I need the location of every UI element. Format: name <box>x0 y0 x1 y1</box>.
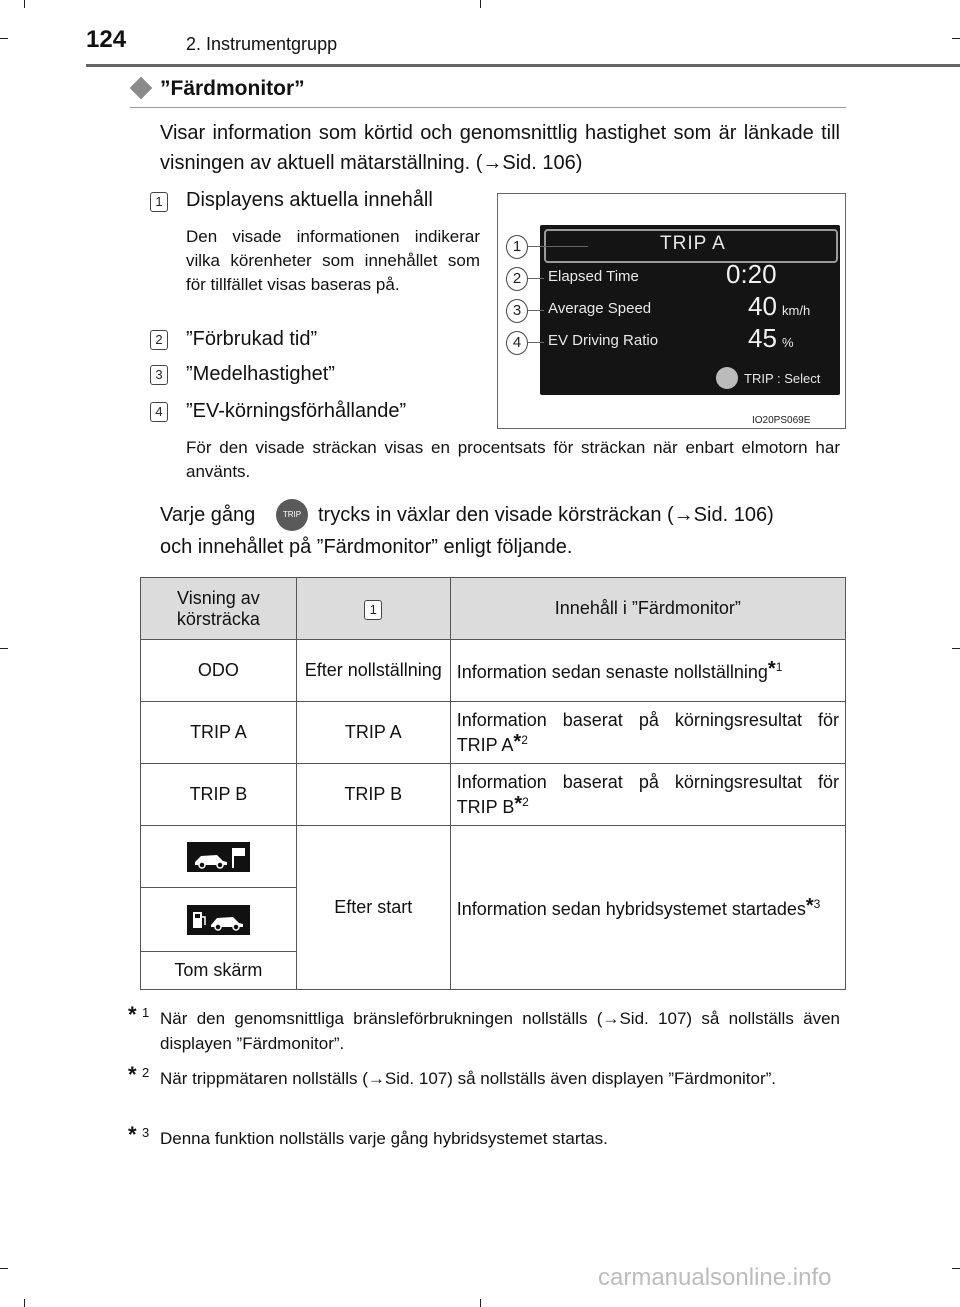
item-label: ”EV-körningsförhållande” <box>186 400 407 422</box>
footnote-ref: 1 <box>775 660 783 674</box>
item-number-badge: 2 <box>150 330 168 350</box>
footnote-star: * <box>767 658 776 680</box>
callout-line <box>528 278 544 279</box>
screen-row-label: EV Driving Ratio <box>548 332 659 349</box>
footnote <box>128 1002 840 1056</box>
callout-line <box>528 310 544 311</box>
item-label: ”Medelhastighet” <box>186 363 335 385</box>
steering-switch-icon <box>716 367 738 389</box>
footnote-ref: 3 <box>813 897 821 911</box>
multi-info-display <box>540 225 840 395</box>
diamond-bullet-icon <box>130 77 153 100</box>
table-cell-text: Information baserat på körningsresultat för TRIP A <box>456 709 839 755</box>
screen-row-unit: % <box>782 335 794 350</box>
screen-row-value: 45 <box>748 323 777 353</box>
footnote-star: * <box>128 1062 137 1087</box>
table-row <box>141 764 846 826</box>
screen-row-label: Average Speed <box>548 300 652 317</box>
callout-marker: 4 <box>506 331 528 355</box>
table-cell <box>450 826 845 990</box>
footnote <box>128 1062 840 1091</box>
table-cell: Tom skärm <box>141 952 297 990</box>
table-header-cell: Visning av körsträcka <box>141 578 297 640</box>
crop-mark <box>0 648 8 649</box>
chapter-title: 2. Instrumentgrupp <box>186 34 338 54</box>
section-rule <box>130 107 846 108</box>
footnote-text: När den genomsnittliga bränsleförbrukningen nollställs (→Sid. 107) så nollställs även displayen ”Färdmonitor”. <box>160 1009 840 1053</box>
table-cell <box>450 764 845 826</box>
footnote-ref: 2 <box>522 794 529 809</box>
footnote-star: * <box>128 1122 137 1147</box>
item-number-badge: 1 <box>150 192 168 212</box>
item-number-badge: 3 <box>150 365 168 385</box>
header-rule <box>86 64 960 67</box>
fuel-car-icon <box>187 905 250 935</box>
footnote-star: * <box>805 895 814 917</box>
footnote <box>128 1122 840 1151</box>
page-number: 124 <box>86 26 127 53</box>
figure-code: IO20PS069E <box>752 415 811 426</box>
crop-mark <box>480 0 481 8</box>
footnote-number: 1 <box>142 1005 150 1020</box>
table-cell <box>141 826 297 888</box>
car-flag-icon <box>187 842 250 872</box>
table-cell: TRIP A <box>141 702 297 764</box>
trip-button-icon: TRIP <box>276 499 308 531</box>
callout-marker: 3 <box>506 299 528 323</box>
table-cell: TRIP B <box>296 764 450 826</box>
table-cell-text: Information sedan hybridsystemet startades <box>456 899 806 919</box>
footnote-number: 2 <box>142 1065 150 1080</box>
table-cell: ODO <box>141 640 297 702</box>
table-cell: TRIP B <box>141 764 297 826</box>
switch-text-after: trycks in växlar den visade körsträckan (→Sid. 106) <box>318 504 774 526</box>
switch-text-line2: och innehållet på ”Färdmonitor” enligt följande. <box>160 536 573 558</box>
screen-row-unit: km/h <box>782 303 811 318</box>
callout-line <box>528 342 544 343</box>
table-header-cell: Innehåll i ”Färdmonitor” <box>450 578 845 640</box>
footnote-star: * <box>128 1002 137 1027</box>
item-description: Den visade informationen indikerar vilka körenheter som innehållet som för tillfället visas baseras på. <box>186 227 480 294</box>
crop-mark <box>24 1299 25 1307</box>
table-cell <box>450 640 845 702</box>
table-header-cell <box>296 578 450 640</box>
footnote-star: * <box>514 792 523 815</box>
crop-mark <box>0 1268 8 1269</box>
switch-text-before: Varje gång <box>160 504 256 526</box>
screen-row-label: Elapsed Time <box>548 268 639 285</box>
screen-row-value: 40 <box>748 291 777 321</box>
table-cell: TRIP A <box>296 702 450 764</box>
intro-paragraph: Visar information som körtid och genomsnittlig hastighet som är länkade till visningen av aktuell mätarställning. (→Sid. 106) <box>160 122 840 174</box>
footnote-text: När trippmätaren nollställs (→Sid. 107) så nollställs även displayen ”Färdmonitor”. <box>160 1069 777 1088</box>
crop-mark <box>952 648 960 649</box>
crop-mark <box>952 1268 960 1269</box>
table-cell-text: Information baserat på körningsresultat för TRIP B <box>456 771 839 817</box>
item-number-badge: 4 <box>150 402 168 422</box>
footnote-text: Denna funktion nollställs varje gång hybridsystemet startas. <box>160 1129 608 1148</box>
table-header-row <box>141 578 846 640</box>
crop-mark <box>24 0 25 8</box>
table-row <box>141 826 846 888</box>
crop-mark <box>0 38 8 39</box>
screen-row-value: 0:20 <box>726 259 777 289</box>
table-cell-text: Information sedan senaste nollställning <box>456 662 768 682</box>
table-cell <box>141 888 297 952</box>
item-label: Displayens aktuella innehåll <box>186 189 433 211</box>
crop-mark <box>480 1299 481 1307</box>
table-row <box>141 702 846 764</box>
item-label: ”Förbrukad tid” <box>186 328 318 350</box>
footnote-star: * <box>513 730 522 753</box>
item-number-badge: 1 <box>364 600 382 620</box>
callout-marker: 1 <box>506 235 528 259</box>
table-cell <box>450 702 845 764</box>
table-cell: Efter start <box>296 826 450 990</box>
footnote-ref: 2 <box>521 732 528 747</box>
watermark: carmanualsonline.info <box>598 1264 832 1291</box>
crop-mark <box>952 38 960 39</box>
footnote-number: 3 <box>142 1125 150 1140</box>
section-title: ”Färdmonitor” <box>160 77 305 100</box>
table-cell: Efter nollställning <box>296 640 450 702</box>
callout-marker: 2 <box>506 267 528 291</box>
contents-table <box>140 577 846 990</box>
item-description: För den visade sträckan visas en procentsats för sträckan när enbart elmotorn har använts. <box>186 438 840 481</box>
table-row <box>141 640 846 702</box>
screen-title: TRIP A <box>660 233 726 254</box>
callout-line <box>528 246 588 247</box>
screen-select-hint: TRIP : Select <box>744 371 821 386</box>
